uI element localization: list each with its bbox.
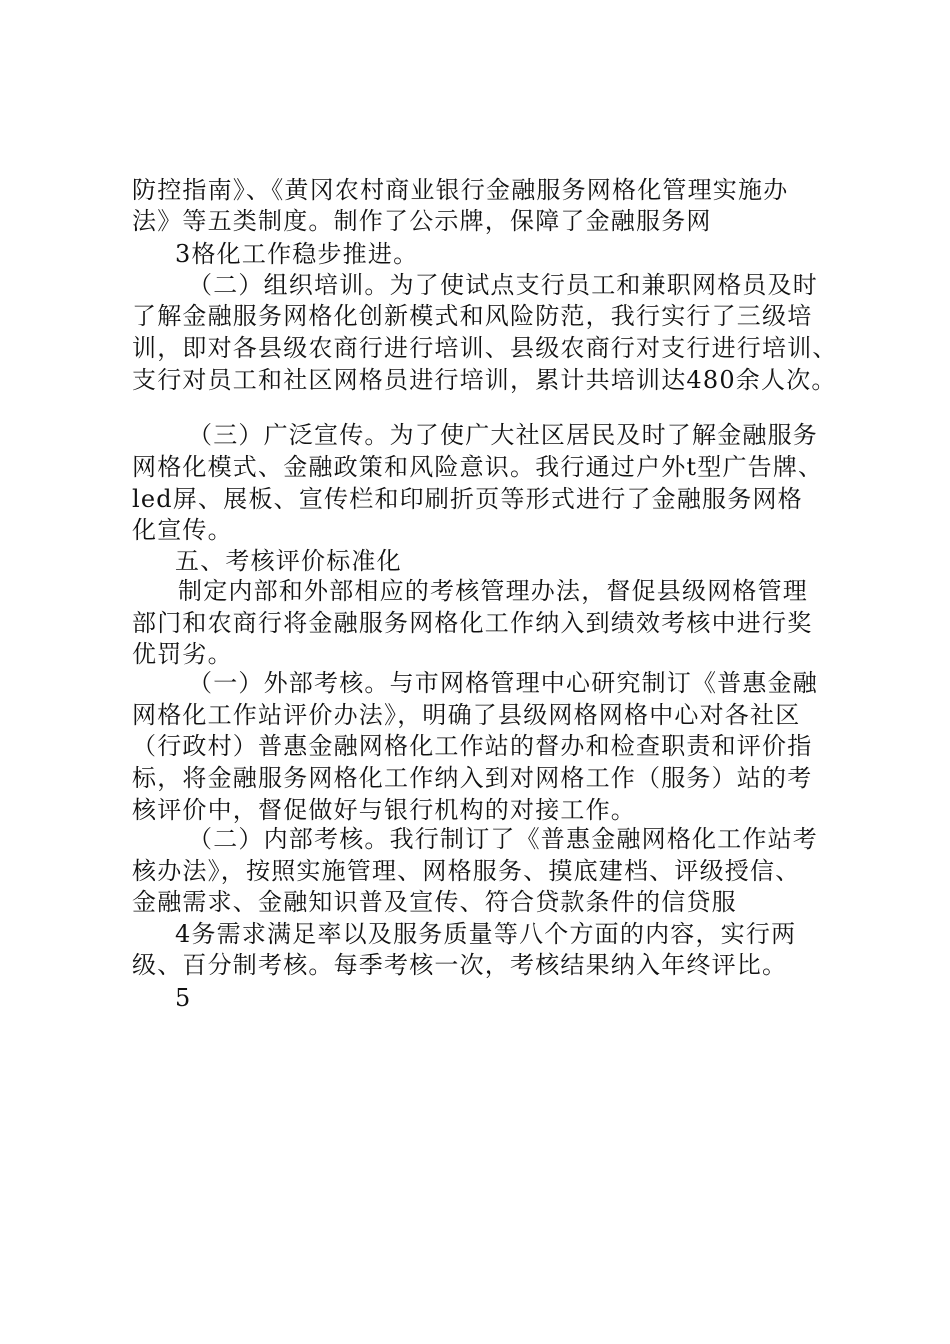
text-line: 训，即对各县级农商行进行培训、县级农商行对支行进行培训、 bbox=[132, 334, 838, 362]
text-line: （三）广泛宣传。为了使广大社区居民及时了解金融服务 bbox=[188, 421, 818, 449]
text-line: 部门和农商行将金融服务网格化工作纳入到绩效考核中进行奖 bbox=[132, 609, 813, 637]
text-line: 防控指南》、《黄冈农村商业银行金融服务网格化管理实施办 bbox=[132, 176, 789, 204]
text-line: 法》等五类制度。制作了公示牌，保障了金融服务网 bbox=[132, 207, 712, 235]
page-number: 5 bbox=[175, 984, 192, 1012]
text-line: 支行对员工和社区网格员进行培训，累计共培训达480余人次。 bbox=[132, 366, 837, 394]
text-line: 网格化模式、金融政策和风险意识。我行通过户外t型广告牌、 bbox=[132, 453, 824, 481]
text-line: 了解金融服务网格化创新模式和风险防范，我行实行了三级培 bbox=[132, 302, 813, 330]
text-line: （行政村）普惠金融网格化工作站的督办和检查职责和评价指 bbox=[132, 732, 813, 760]
text-line: 网格化工作站评价办法》，明确了县级网格网格中心对各社区 bbox=[132, 701, 801, 729]
text-line: （二）组织培训。为了使试点支行员工和兼职网格员及时 bbox=[188, 271, 818, 299]
text-line: 4务需求满足率以及服务质量等八个方面的内容，实行两 bbox=[175, 920, 797, 948]
text-line: 核办法》，按照实施管理、网格服务、摸底建档、评级授信、 bbox=[132, 857, 801, 885]
text-line: led屏、展板、宣传栏和印刷折页等形式进行了金融服务网格 bbox=[132, 485, 803, 513]
text-line: 级、百分制考核。每季考核一次，考核结果纳入年终评比。 bbox=[132, 951, 788, 979]
text-line: 优罚劣。 bbox=[132, 640, 233, 668]
text-line: 核评价中，督促做好与银行机构的对接工作。 bbox=[132, 796, 636, 824]
text-line: 金融需求、金融知识普及宣传、符合贷款条件的信贷服 bbox=[132, 888, 737, 916]
text-line: （一）外部考核。与市网格管理中心研究制订《普惠金融 bbox=[188, 669, 818, 697]
section-heading: 五、考核评价标准化 bbox=[175, 547, 402, 575]
text-line: 标，将金融服务网格化工作纳入到对网格工作（服务）站的考 bbox=[132, 764, 813, 792]
text-line: 制定内部和外部相应的考核管理办法，督促县级网格管理 bbox=[178, 577, 808, 605]
text-line: 化宣传。 bbox=[132, 516, 233, 544]
text-line: 3格化工作稳步推进。 bbox=[175, 240, 419, 268]
text-line: （二）内部考核。我行制订了《普惠金融网格化工作站考 bbox=[188, 825, 818, 853]
